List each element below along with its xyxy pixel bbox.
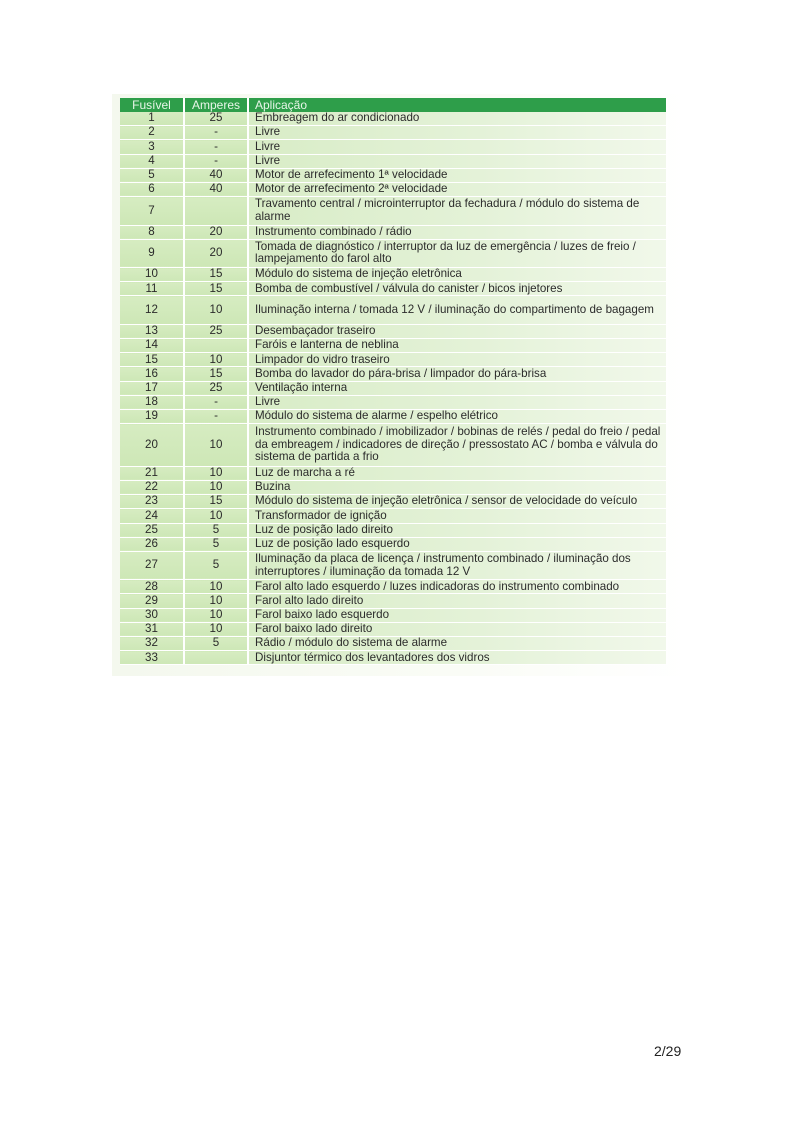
application-cell: Módulo do sistema de injeção eletrônica <box>248 268 667 282</box>
amperes-cell: 15 <box>184 495 248 509</box>
amperes-cell: 5 <box>184 551 248 579</box>
fuse-table-body <box>120 112 667 665</box>
application-cell: Módulo do sistema de injeção eletrônica / sensor de velocidade do veículo <box>248 495 667 509</box>
table-row <box>120 551 667 579</box>
fuse-number-cell: 1 <box>120 112 184 126</box>
table-row <box>120 395 667 409</box>
fuse-number-cell: 29 <box>120 594 184 608</box>
table-row <box>120 651 667 665</box>
table-row <box>120 339 667 353</box>
application-cell: Bomba de combustível / válvula do canister / bicos injetores <box>248 282 667 296</box>
table-row <box>120 126 667 140</box>
amperes-cell: 40 <box>184 168 248 182</box>
application-cell: Embreagem do ar condicionado <box>248 112 667 126</box>
amperes-cell: 10 <box>184 480 248 494</box>
application-cell: Farol baixo lado direito <box>248 622 667 636</box>
application-cell: Livre <box>248 140 667 154</box>
table-row <box>120 154 667 168</box>
table-row <box>120 381 667 395</box>
table-row <box>120 268 667 282</box>
fuse-number-cell: 17 <box>120 381 184 395</box>
fuse-number-cell: 20 <box>120 424 184 467</box>
fuse-number-cell: 24 <box>120 509 184 523</box>
application-cell: Buzina <box>248 480 667 494</box>
application-cell: Instrumento combinado / imobilizador / bobinas de relés / pedal do freio / pedal da embreagem / indicadores de direção / pressostato AC / bomba e válvula do sistema de partida a frio <box>248 424 667 467</box>
application-cell: Rádio / módulo do sistema de alarme <box>248 637 667 651</box>
fuse-number-cell: 8 <box>120 225 184 239</box>
table-row <box>120 409 667 423</box>
table-row <box>120 112 667 126</box>
application-cell: Limpador do vidro traseiro <box>248 353 667 367</box>
fuse-number-cell: 26 <box>120 537 184 551</box>
fuse-number-cell: 23 <box>120 495 184 509</box>
amperes-cell: 10 <box>184 509 248 523</box>
amperes-cell: 10 <box>184 353 248 367</box>
amperes-cell: 40 <box>184 182 248 196</box>
application-cell: Tomada de diagnóstico / interruptor da luz de emergência / luzes de freio / lampejamento do farol alto <box>248 239 667 267</box>
application-cell: Livre <box>248 395 667 409</box>
table-row <box>120 509 667 523</box>
application-cell: Módulo do sistema de alarme / espelho elétrico <box>248 409 667 423</box>
amperes-cell: - <box>184 154 248 168</box>
amperes-cell: 10 <box>184 622 248 636</box>
application-cell: Instrumento combinado / rádio <box>248 225 667 239</box>
fuse-number-cell: 5 <box>120 168 184 182</box>
application-cell: Ventilação interna <box>248 381 667 395</box>
header-application: Aplicação <box>248 98 667 112</box>
amperes-cell: - <box>184 395 248 409</box>
application-cell: Luz de posição lado direito <box>248 523 667 537</box>
amperes-cell: 20 <box>184 239 248 267</box>
fuse-number-cell: 6 <box>120 182 184 196</box>
table-row <box>120 608 667 622</box>
header-amperes: Amperes <box>184 98 248 112</box>
table-row <box>120 537 667 551</box>
fuse-table <box>120 98 668 665</box>
fuse-number-cell: 32 <box>120 637 184 651</box>
application-cell: Motor de arrefecimento 2ª velocidade <box>248 182 667 196</box>
fuse-number-cell: 22 <box>120 480 184 494</box>
fuse-number-cell: 30 <box>120 608 184 622</box>
fuse-number-cell: 10 <box>120 268 184 282</box>
application-cell: Transformador de ignição <box>248 509 667 523</box>
application-cell: Luz de marcha a ré <box>248 466 667 480</box>
table-row <box>120 580 667 594</box>
fuse-number-cell: 27 <box>120 551 184 579</box>
amperes-cell <box>184 197 248 225</box>
fuse-number-cell: 12 <box>120 296 184 324</box>
fuse-number-cell: 21 <box>120 466 184 480</box>
fuse-number-cell: 7 <box>120 197 184 225</box>
application-cell: Luz de posição lado esquerdo <box>248 537 667 551</box>
fuse-number-cell: 16 <box>120 367 184 381</box>
table-row <box>120 182 667 196</box>
table-row <box>120 594 667 608</box>
amperes-cell: - <box>184 140 248 154</box>
amperes-cell: 10 <box>184 296 248 324</box>
table-row <box>120 140 667 154</box>
application-cell: Motor de arrefecimento 1ª velocidade <box>248 168 667 182</box>
amperes-cell: 20 <box>184 225 248 239</box>
table-row <box>120 424 667 467</box>
table-row <box>120 225 667 239</box>
application-cell: Livre <box>248 154 667 168</box>
amperes-cell: 10 <box>184 594 248 608</box>
amperes-cell: 15 <box>184 282 248 296</box>
amperes-cell: 25 <box>184 381 248 395</box>
fuse-number-cell: 25 <box>120 523 184 537</box>
fuse-number-cell: 2 <box>120 126 184 140</box>
fuse-number-cell: 33 <box>120 651 184 665</box>
amperes-cell <box>184 651 248 665</box>
amperes-cell: 5 <box>184 537 248 551</box>
amperes-cell: 15 <box>184 268 248 282</box>
table-row <box>120 324 667 338</box>
page-number: 2/29 <box>654 1043 682 1059</box>
table-header-row <box>120 98 667 112</box>
fuse-number-cell: 14 <box>120 339 184 353</box>
application-cell: Faróis e lanterna de neblina <box>248 339 667 353</box>
amperes-cell: 10 <box>184 608 248 622</box>
fuse-number-cell: 13 <box>120 324 184 338</box>
amperes-cell <box>184 339 248 353</box>
application-cell: Desembaçador traseiro <box>248 324 667 338</box>
fuse-number-cell: 15 <box>120 353 184 367</box>
table-row <box>120 296 667 324</box>
application-cell: Iluminação da placa de licença / instrumento combinado / iluminação dos interruptores / iluminação da tomada 12 V <box>248 551 667 579</box>
table-row <box>120 353 667 367</box>
table-row <box>120 622 667 636</box>
fuse-number-cell: 19 <box>120 409 184 423</box>
table-row <box>120 637 667 651</box>
header-fuse: Fusível <box>120 98 184 112</box>
amperes-cell: 25 <box>184 112 248 126</box>
application-cell: Farol alto lado esquerdo / luzes indicadoras do instrumento combinado <box>248 580 667 594</box>
fuse-number-cell: 9 <box>120 239 184 267</box>
table-row <box>120 197 667 225</box>
fuse-number-cell: 3 <box>120 140 184 154</box>
fuse-number-cell: 28 <box>120 580 184 594</box>
application-cell: Disjuntor térmico dos levantadores dos vidros <box>248 651 667 665</box>
amperes-cell: 10 <box>184 580 248 594</box>
amperes-cell: 5 <box>184 637 248 651</box>
amperes-cell: 10 <box>184 466 248 480</box>
amperes-cell: 25 <box>184 324 248 338</box>
application-cell: Iluminação interna / tomada 12 V / iluminação do compartimento de bagagem <box>248 296 667 324</box>
amperes-cell: 5 <box>184 523 248 537</box>
amperes-cell: 10 <box>184 424 248 467</box>
table-row <box>120 523 667 537</box>
table-row <box>120 367 667 381</box>
table-row <box>120 495 667 509</box>
fuse-number-cell: 11 <box>120 282 184 296</box>
application-cell: Livre <box>248 126 667 140</box>
table-row <box>120 282 667 296</box>
application-cell: Farol baixo lado esquerdo <box>248 608 667 622</box>
table-row <box>120 480 667 494</box>
application-cell: Farol alto lado direito <box>248 594 667 608</box>
application-cell: Travamento central / microinterruptor da fechadura / módulo do sistema de alarme <box>248 197 667 225</box>
table-row <box>120 466 667 480</box>
table-row <box>120 168 667 182</box>
amperes-cell: 15 <box>184 367 248 381</box>
amperes-cell: - <box>184 126 248 140</box>
fuse-number-cell: 18 <box>120 395 184 409</box>
fuse-number-cell: 31 <box>120 622 184 636</box>
application-cell: Bomba do lavador do pára-brisa / limpador do pára-brisa <box>248 367 667 381</box>
table-row <box>120 239 667 267</box>
amperes-cell: - <box>184 409 248 423</box>
fuse-number-cell: 4 <box>120 154 184 168</box>
